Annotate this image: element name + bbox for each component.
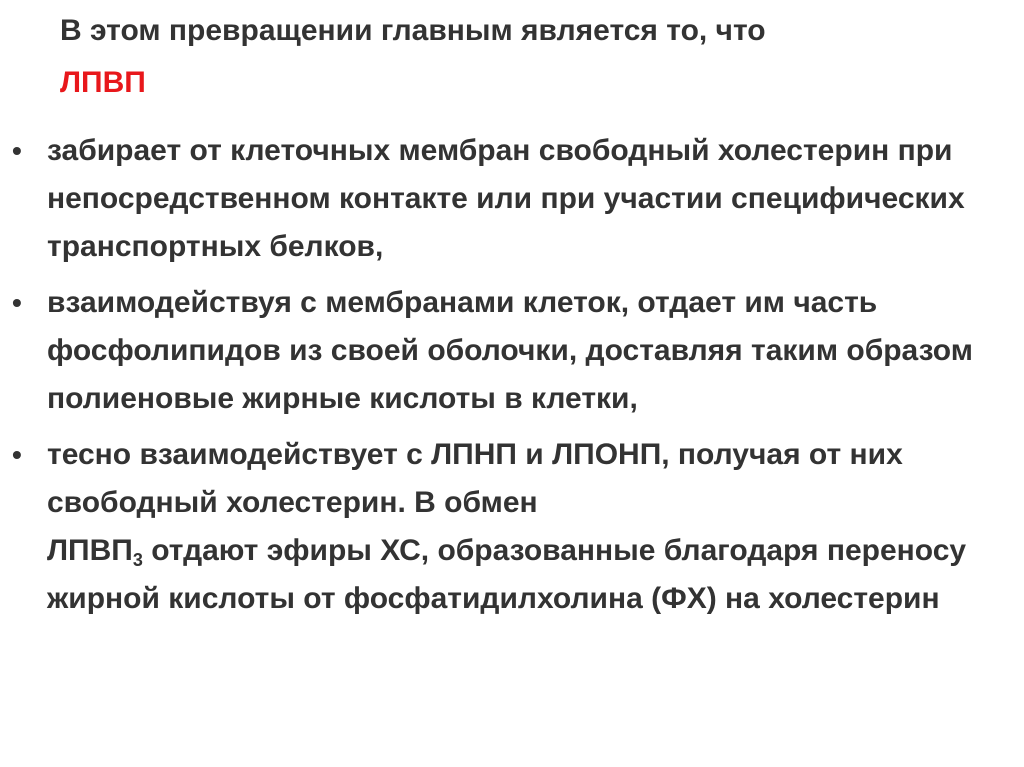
bullet-item (0, 127, 1024, 271)
intro-line: В этом превращении главным является то, что (60, 14, 766, 47)
accent-term-hdl: ЛПВП (60, 66, 146, 99)
hdl-term: ЛПВП (47, 534, 133, 567)
bullet-list (0, 127, 1024, 623)
hdl-subscript: 3 (132, 550, 143, 570)
bullet-text: забирает от клеточных мембран свободный холестерин при непосредственном контакте или при участии специфических транспортных белков, (47, 134, 965, 263)
bullet-text-continued: отдают эфиры ХС, образованные благодаря переносу жирной кислоты от фосфатидилхолина (ФХ) на холестерин (47, 534, 967, 615)
bullet-item (0, 431, 1024, 623)
bullet-text: взаимодействуя с мембранами клеток, отдает им часть фосфолипидов из своей оболочки, доставляя таким образом полиеновые жирные кислоты в клетки, (47, 286, 973, 415)
intro-block (60, 10, 766, 104)
bullet-text: тесно взаимодействует с ЛПНП и ЛПОНП, получая от них свободный холестерин. В обмен (47, 438, 903, 519)
bullet-item (0, 279, 1024, 423)
